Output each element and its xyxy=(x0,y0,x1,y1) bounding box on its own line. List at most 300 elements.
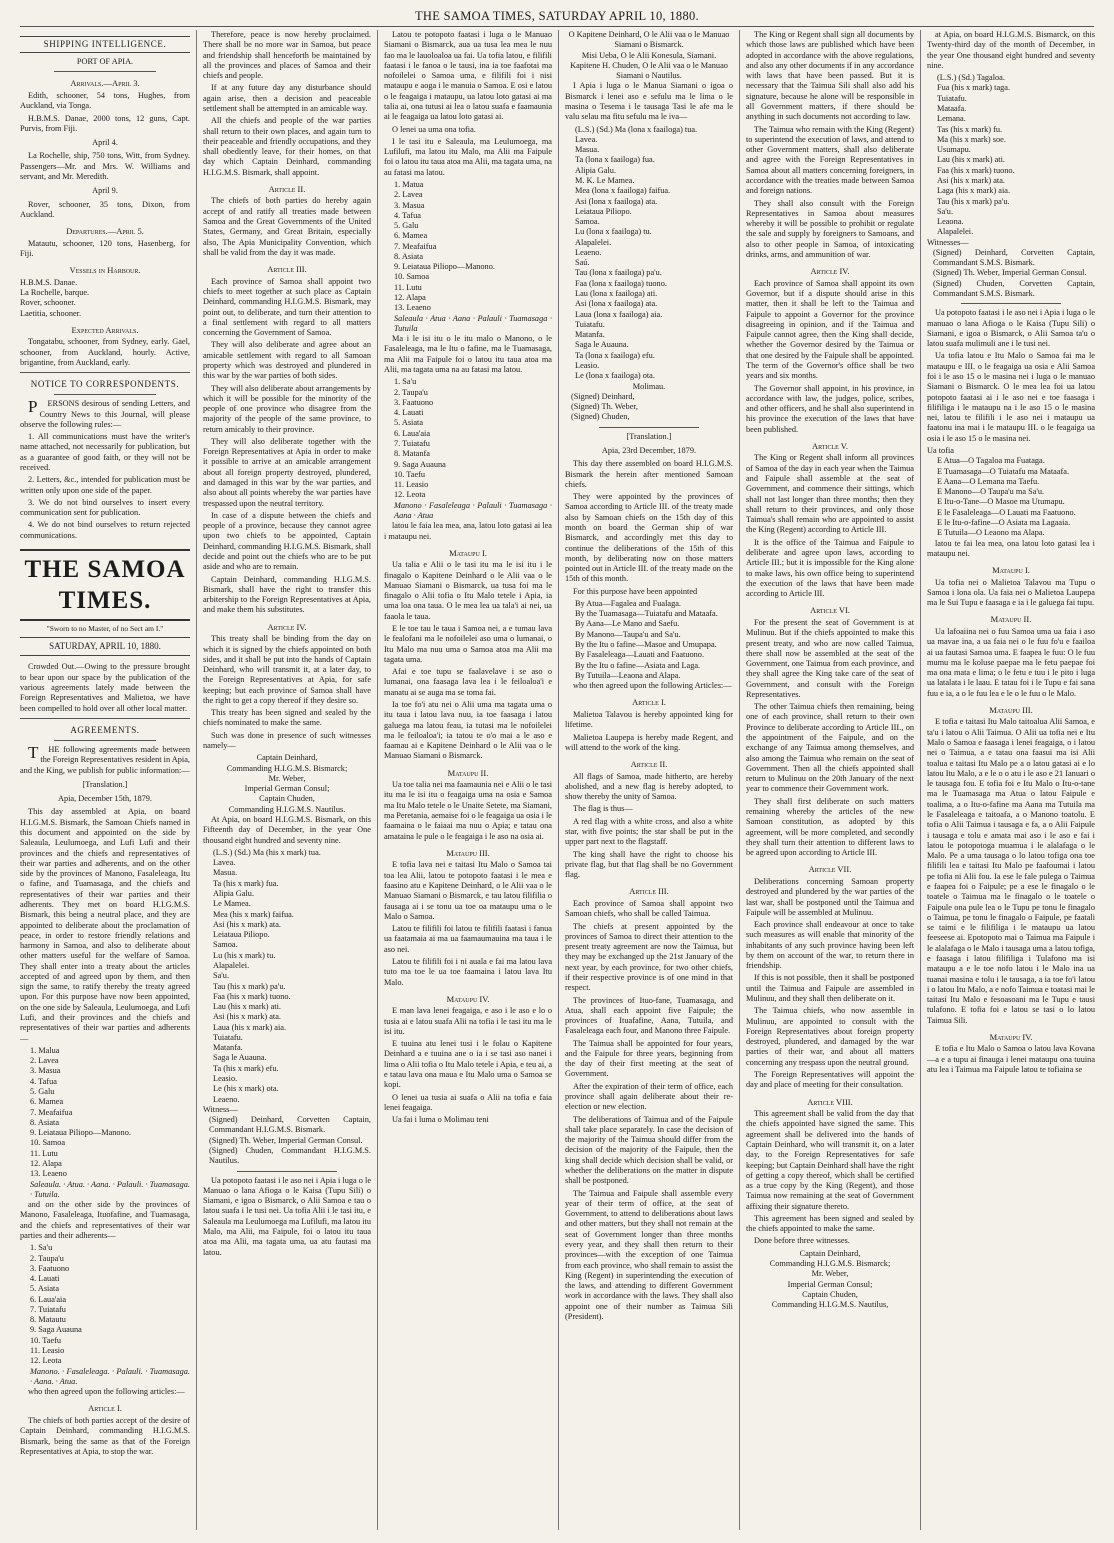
list-item: Alapalelei. xyxy=(213,960,250,970)
list-provinces: Manono · Fasaleleaga · Palauli · Tuamasaga · Aana · Atua xyxy=(394,500,552,520)
list-item: 1. Malua xyxy=(30,1045,60,1055)
list-item: Alipia Galu. xyxy=(213,888,255,898)
list-provinces: Saleaula · Atua · Aana · Palauli · Tuamasaga · Tutuila xyxy=(394,313,552,333)
article-body: who then agreed upon the following Articles:— xyxy=(573,681,732,691)
list-item: By the Itu o fafine—Asiata and Laga. xyxy=(575,660,701,670)
article-body: E le toe tau le taua i Samoa nei, a e tumau lava le fealofani ma le nofoilelei aso uma o lumanai, o Itu Malo ma nuu uma o Samoa atoa ma Alii ma tagata uma. xyxy=(384,624,552,664)
article-body: All the chiefs and people of the war parties shall return to their own places, and again turn to their peaceable and friendly occupations, and they shall obediently leave, for their homes, on that day which Captain Deinhard, commanding H.I.G.M.S. Bismark, shall appoint. xyxy=(203,116,371,177)
harbour-item: Laetitia, schooner. xyxy=(20,308,82,318)
shipping-heading: SHIPPING INTELLIGENCE. xyxy=(20,36,190,53)
departure-item: Matautu, schooner, 120 tons, Hasenberg, for Fiji. xyxy=(20,238,190,258)
article-heading: Article IV. xyxy=(810,266,850,277)
list-item: Faa (his x mark) tuono. xyxy=(937,165,1015,175)
article-body: E tofia e taitasi Itu Malo taitoalua Alii Samoa, e ta'u i latou o Alii Taimua. O Alii ua tofia nei e Itu Malo o Samoa e faasaga i lenei feagaiga, o i latou nei o Taimua, a e tatau ona faasui ma isi Alii toalua e taitasi Itu Malo pe a o latou gatasi ai e lo latou Itu Malo, a e le o o atu i le aso e 21 Ianuari o le tausaga fou. E tofia foi e Itu Malo o Itu-o-tane ma le Tuamasaga ma Atua o latou Faipule e toalima, a o Itu-o-fafine ma Aana ma Tutuila ma le Fasaleleaga e taitoafa, a o Manono toatolu. E tofia o Alii Taimua i tausaga e fa, a o Alii Faipule i tausaga e tolu e amata mai aso i le aso e fai i latou le potopotoga muamua i le alalafaga o le Malo. Pe a uma tausaga o lo latou tofiga ona toe filifili lea e taitasi Itu Malo pe faafoumai i latou pe tofia ni Alii fou. Ia ese le fale pulega o Taimua e faapea foi o Faipule; pe a ese le finagalo o le toatele o Taimua ma le finagalo o le toatele o Faipule ona pule lea o le Tupu pe tonu le finagalo o Taimua, pe tonu le finagalo o Faipule, pe faatali se taimi e le filifiliga i le mataupu ua latou feeseese ai. Epotopoto mai o Taimua ma Faipule i le alalafaga o le Malo i tausaga uma a latou tofiga, e faasaga i latou filifiliga i Tulafono ma isi mataupu a e le toe nofo latou i le Malo ina ua tuanai masina e tolu i le tausaga, a ia toe fo'i latou i o latou Itu Malo, a e nofo Taimua e toatasi mai le taitasi Itu Malo e fesoasoani ma le Tupu e tausi tulafono. E tofia foi e latou se tasi o lo latou Taimua Sili. xyxy=(927,717,1095,1025)
article-body: All flags of Samoa, made hitherto, are hereby abolished, and a new flag is hereby adopted, to show thereby the unity of Samoa. xyxy=(565,771,733,802)
translation-label: [Translation.] xyxy=(626,431,672,441)
chief-list xyxy=(20,1243,190,1387)
list-item: 10. Samoa xyxy=(30,1138,66,1148)
article-body: O lenei ua uma ona tofia. xyxy=(392,124,476,134)
list-item: E Tuamasaga—O Tuiatafu ma Mataafa. xyxy=(937,466,1070,476)
list-item: 10. Taefu xyxy=(30,1335,62,1345)
list-item: 5. Asiata xyxy=(394,418,424,428)
notice-rule: 3. We do not bind ourselves to insert every communication sent for publication. xyxy=(20,497,190,518)
list-item: Tuiatafu. xyxy=(213,1032,243,1042)
list-item: Saú. xyxy=(575,258,590,268)
article-body: It is the office of the Taimua and Faipule to deliberate and agree upon laws, according to Article III.; but it is impossible for the King alone to make laws, his own office being to superintend the execution of the laws that have been made according to Article III. xyxy=(746,537,914,599)
signature-title: Commanding H.I.G.M.S. Nautilus. xyxy=(228,804,346,814)
list-item: 12. Alapa xyxy=(30,1158,62,1168)
harbour-item: La Rochelle, barque. xyxy=(20,287,90,297)
article-body: Ua toe talia nei ma faamaunia nei e Alii o le tasi itu ma le isi itu o feagaiga uma na osia e Samoa ma Itu Malo tetele o le Unaite Setete, ma Siamani, ma Peretania, aemaise foi o le feagaiga ua osia i le faamaina o le faiaai ma nuu o Apia; e tatau ona amataina le pule o le feagaiga i le aso na osia ai. xyxy=(384,780,552,841)
appointed-list xyxy=(927,456,1095,538)
signature: Misi Ueba, O le Alii Konesula, Siamani. xyxy=(581,50,717,60)
list-item: 3. Faatuono xyxy=(30,1263,70,1273)
chief-list xyxy=(20,1046,190,1200)
list-item: (L.S.) (Sd.) Ma (lona x faailoga) tua. xyxy=(575,124,698,134)
list-item: By Atua—Fagalea and Fualaga. xyxy=(575,598,681,608)
list-item: Saga le Auauna. xyxy=(213,1053,267,1063)
list-item: Tau (his x mark) pa'u. xyxy=(213,981,286,991)
chief-list xyxy=(384,180,552,334)
signature: (Signed) Deinhard, xyxy=(571,391,635,401)
list-item: Ta (his x mark) fua. xyxy=(213,878,279,888)
list-provinces: Saleaula. · Atua. · Aana. · Palauli. · Tuamasaga. · Tutuila. xyxy=(30,1179,190,1199)
arrival-item: Edith, schooner, 54 tons, Hughes, from Auckland, via Tonga. xyxy=(20,90,190,111)
article-body: Ua tofia latou e Itu Malo o Samoa fai ma le mataupu e III. o le feagaiga ua osia e Alii Samoa foi i le aso 15 o le masina nei i luga o le manuao Siamani o Bismarck. O le mea lea foi ua latou potopoto faatasi ai i le aso nei e toe faasaga i filifiliga i le mataupu na i le aso 15 o le masina nei, latou te filifili i le aso nei i mataupu ua faatonu ina mai i le mataupu III. o le feagaiga ua osia i le aso 15 o le masina nei. xyxy=(927,351,1095,443)
article-body: The flag is thus— xyxy=(573,804,633,814)
list-item: Asi (his x mark) ata. xyxy=(213,919,281,929)
list-item: E le Itu-o-fafine—O Asiata ma Lagaaia. xyxy=(937,517,1071,527)
list-item: Ma (his x mark) soe. xyxy=(937,134,1006,144)
witness-label: Witness— xyxy=(203,1104,238,1114)
article-body: The Taimua who remain with the King (Regent) to superintend the execution of laws, and attend to other Government matters, shall also deliberate and agree with the Foreign Representatives in Samoa about all matters concerning foreigners, in accordance with the treaties made between Samoa and foreign nations. xyxy=(746,124,914,196)
article-body: Each province of Samoa shall appoint its own Governor, but if a dispute should arise in this matter, then it shall be left to the Taimua and Faipule to appoint a Governor for the province disagreeing in opinion, and if the Taimua and Faipule cannot agree, then the King shall decide, whether the Governor desired by the Taimua or that one desired by the Faipule shall be appointed. The term of the Governor's office shall be two years and six months. xyxy=(746,278,914,381)
list-item: Le (his x mark) ota. xyxy=(213,1084,279,1094)
article-heading: Article I. xyxy=(88,1403,122,1414)
list-item: Mea (his x mark) faifua. xyxy=(213,909,294,919)
article-body: They shall also consult with the Foreign Representatives in Samoa about measures whereby it will be possible to prohibit or regulate the sale and supply by foreigners to Samoans, and also to other people in Samoa, of intoxicating drinks, arms, and ammunition of war. xyxy=(746,198,914,259)
list-item: Asi (his x mark) ata. xyxy=(937,175,1005,185)
article-body: Malietoa Talavou is hereby appointed king for lifetime. xyxy=(565,709,733,730)
article-body: After the expiration of their term of office, each province shall again deliberate about their re-election or new election. xyxy=(565,1081,733,1112)
article-body: The chiefs of both parties accept of the desire of Captain Deinhard, commanding H.I.G.M.S. Bismark, being the same as that of the Foreign Representatives at Apia, to stop the war. xyxy=(20,1415,190,1456)
article-body: The Governor shall appoint, in his province, in accordance with law, the judges, police, scribes, and other officers, and he shall also superintend in his province the execution of the laws that have been published. xyxy=(746,383,914,434)
list-item: 7. Meafaifua xyxy=(30,1107,73,1117)
article-body: and on the other side by the provinces of Manono, Fasaleleaga, Ituofafine, and Tuamasaga, and the chiefs and representatives of their war parties and their adherents— xyxy=(20,1200,190,1240)
list-item: Ta (lona x faailoga) efu. xyxy=(575,350,655,360)
list-item: 2. Lavea xyxy=(30,1056,59,1066)
column-5 xyxy=(746,30,914,1530)
list-item: By Tutuila—Leaona and Alapa. xyxy=(575,670,681,680)
list-item: Leiataua Piliopo. xyxy=(213,930,270,940)
list-item: Tas (his x mark) fu. xyxy=(937,124,1003,134)
column-6 xyxy=(927,30,1095,1530)
list-item: Le (lona x faailoga) ota. xyxy=(575,371,655,381)
article-body: They were appointed by the provinces of Samoa according to Article III. of the treaty made also by Samoan chiefs on the 15th day of this month on board the German ship of war Bismarck, and accordingly met this day to continue the deliberations of the 15th of this month, by deliberating now on those matters pointed out in Article III. of the treaty made on the 15th of this month. xyxy=(565,492,733,584)
arrival-item: La Rochelle, ship, 750 tons, Witt, from Sydney. Passengers—Mr. and Mrs. W. Williams and servant, and Mr. Meredith. xyxy=(20,151,190,181)
article-body: Ma i le isi itu o le itu malo o Manono, o le Fasaleleaga, ma le Itu o fafine, ma le Tuamasaga, ma Alii ma Faipule foi o latou itu taua atoa ma Alii, ma tagata uma na au fatasi ma latou. xyxy=(384,334,552,374)
signature: O Kapitene Deinhard, O le Alii vaa o le Manuao Siamani o Bismarck. xyxy=(568,30,730,50)
article-body: The Taimua and Faipule shall assemble every year of their term of office, at the seat of Government, to attend to deliberations about laws and other matters, but they shall not remain at the seat of Government longer than three months every year, and they shall then return to their provinces—with the exception of one Taimua from each province, who shall remain to assist the King (Regent) in superintending the execution of the laws, and attending to different Government work in accordance with the laws. They shall also appoint one of their number as Taimua Sili (President). xyxy=(565,1188,733,1321)
article-body: Ia toe fo'i atu nei o Alii uma ma tagata uma o itu taua i latou lava nuu, ia toe faasaga i latou galuega ma latou feau, ia tutasi ma le nofoilelei ma le feiloaloa'i; ia tatou te o'o mai a le aso e faamau ai e Kapitene Deinhard o le Alii vaa o le Manuao Siamani o Bismarck. xyxy=(384,699,552,761)
signature-title: Commanding H.I.G.M.S. Bismarck; xyxy=(769,1259,891,1269)
chief-list xyxy=(384,377,552,521)
signature: Captain Chuden, xyxy=(802,1289,858,1299)
list-item: Sa'u. xyxy=(937,206,954,216)
article-body: The Taimua chiefs, who now assemble in Mulinuu, are appointed to consult with the Foreign Representatives about foreign property destroyed, plundered, and damaged by the war parties of their war, and about all matters concerning any trespass upon the neutral ground. xyxy=(746,1006,914,1067)
column-rule xyxy=(196,30,197,1530)
article-body: In case of a dispute between the chiefs and people of a province, because they cannot agree upon two chiefs to be appointed, Captain Deinhard, commanding H.I.G.M.S. Bismark, shall decide and point out the chiefs who are to be put aside and who are to remain. xyxy=(203,510,371,572)
article-heading: Mataupu II. xyxy=(990,614,1032,625)
list-item: 2. Taupa'u xyxy=(394,387,428,397)
article-body: The other Taimua chiefs then remaining, being one of each province, shall return to their own Province to deliberate according to Article III., on the appointment of the Faipule, and on the exchange of any Taimua among themselves, and also among the Taimua who remain on the seat of Government. Then all the chiefs appointed shall return to Mulinuu on the 20th January of the next year to commence their Government work. xyxy=(746,702,914,794)
article-body: Each province shall endeavour at once to take such measures as will enable that minority of the inhabitants of any such province having been left by them on account of the war, to return there in friendship. xyxy=(746,920,914,971)
list-item: 6. Mamea xyxy=(394,231,428,241)
list-item: Samoa. xyxy=(575,217,600,227)
article-body: The Taimua shall be appointed for four years, and the Faipule for three years, beginning from the day of their first meeting at the seat of Government. xyxy=(565,1038,733,1079)
list-item: 8. Matautu xyxy=(30,1315,66,1325)
article-body: Afai e toe tupu se faalavelave i se aso o lumanai, ona faasaga lava lea i le feiloaloa'i e manatu ai se auga ma se toma fai. xyxy=(384,667,552,697)
article-body: I Apia i luga o le Manua Siamani o igoa o Bismarck i lenei aso e sefulu ma le lima o le masina o Tesema i le tausaga Tasi le afe ma le valu selau ma fitu sefulu ma le iva— xyxy=(565,81,733,122)
article-body: This treaty shall be binding from the day on which it is signed by the chiefs appointed on both sides, and it shall be put into the hands of Captain Deinhard, who will transmit it, at a later day, to the Foreign Representatives at Apia, for safe keeping; but each province of Samoa shall have the right to get a copy thereof if they desire so. xyxy=(203,634,371,705)
list-item: 5. Galu xyxy=(394,221,419,231)
list-item: 11. Lutu xyxy=(394,282,422,292)
article-body: E tofia lava nei e taitasi Itu Malo o Samoa tai toa lea Alii, latou te potopoto faatasi i le mea e faasino atu e Kapitene Deinhard, o le Alii vaa o le Manuao Siamani o Bismarck, e tau latou filifilia o fausaga ai i se tonu ua toe oa mataupu uma o le Malo o Samoa. xyxy=(384,860,552,921)
list-item: Lu (lona x faailoga) tu. xyxy=(575,227,652,237)
article-body: Deliberations concerning Samoan property destroyed and plundered by the war parties of the last war, shall be postponed until the Taimua and Faipule will be assembled at Mulinuu. xyxy=(746,876,914,917)
arrival-item: Rover, schooner, 35 tons, Dixon, from Auckland. xyxy=(20,199,190,219)
list-item: Ta (his x mark) efu. xyxy=(213,1063,279,1073)
article-heading: Article VII. xyxy=(808,864,852,875)
list-item: Fua (his x mark) taga. xyxy=(937,83,1011,93)
signature: (Signed) Chuden, xyxy=(571,412,630,422)
list-item: Lavea. xyxy=(213,858,236,868)
list-item: 13. Leaeno xyxy=(30,1169,67,1179)
article-heading: Article IV. xyxy=(267,621,307,632)
article-body: latou le faia lea mea, ana, latou loto gatasi ai lea i mataupu nei. xyxy=(384,521,552,541)
list-item: 2. Taupa'u xyxy=(30,1253,64,1263)
article-body: Malietoa Laupepa is hereby made Regent, and will attend to the work of the king. xyxy=(565,732,733,752)
article-body: The chiefs of both parties do hereby again accept of and ratify all treaties made between Samoa and the Great Governments of the United States, Germany, and Great Britain, especially also, The Apia Municipality Convention, which shall be valid from the day it was made. xyxy=(203,196,371,257)
list-item: E Tutuila—O Leaono ma Alapa. xyxy=(937,528,1045,538)
list-item: Lau (his x mark) ati. xyxy=(213,1002,281,1012)
port-heading: PORT OF APIA. xyxy=(76,57,134,67)
list-item: Usumapu. xyxy=(937,145,971,155)
list-item: Faa (his x mark) tuono. xyxy=(213,991,291,1001)
signature-title: Imperial German Consul; xyxy=(244,784,330,794)
notice-intro: PERSONS desirous of sending Letters, and Country News to this Journal, will please observe the following rules:— xyxy=(20,397,190,429)
list-item: Lemana. xyxy=(937,114,966,124)
column-rule xyxy=(739,30,740,1530)
signature: Captain Chuden, xyxy=(259,794,315,804)
list-item: 7. Meafaifua xyxy=(394,241,437,251)
list-item: 11. Lutu xyxy=(30,1148,58,1158)
list-item: Leasio. xyxy=(213,1074,238,1084)
list-item: Samoa. xyxy=(213,940,238,950)
article-heading: Article V. xyxy=(812,440,848,451)
notice-rule: 4. We do not bind ourselves to return rejected communications. xyxy=(20,520,190,540)
list-item: 2. Lavea xyxy=(394,190,423,200)
list-item: 7. Tuiatafu xyxy=(394,438,430,448)
list-item: Masua. xyxy=(213,868,238,878)
list-item: Tuiatafu. xyxy=(575,319,605,329)
list-item: Lau (lona x faailoga) ati. xyxy=(575,289,658,299)
list-item: 3. Faatuono xyxy=(394,397,434,407)
motto: "Sworn to no Master, of no Sect am I." xyxy=(46,624,164,633)
list-item: 7. Tuiatafu xyxy=(30,1304,66,1314)
list-item: Leaona. xyxy=(937,217,964,227)
signature: (Signed) Chuden, Corvetten Captain, Commandant S.M.S. Bismark. xyxy=(933,278,1095,299)
list-item: Alipia Galu. xyxy=(575,165,617,175)
article-body: Latou te filifili foi latou te filifili faatasi i fanua ua faatamaia ai ma ua faamaumauina ma taua i le aso nei. xyxy=(384,924,552,954)
column-4 xyxy=(565,30,733,1530)
list-item: 1. Matua xyxy=(394,179,424,189)
signature: (Signed) Deinhard, Corvetten Captain, Commandant H.I.G.M.S. Bismark. xyxy=(209,1115,371,1135)
article-body: Ua fai i luma o Molimau teni xyxy=(392,1115,489,1125)
article-body: They shall first deliberate on such matters remaining whereby the articles of the new Samoan constitution, as adopted by this agreement, will be more completed, and secondly they shall turn their attention to different laws to be agreed upon according to Article III. xyxy=(746,796,914,858)
list-item: 4. Lauati xyxy=(30,1274,60,1284)
article-heading: Mataupu I. xyxy=(992,565,1030,576)
list-item: By Aana—Le Mano and Saefu. xyxy=(575,619,680,629)
list-item: E Atua—O Tagaloa ma Fuataga. xyxy=(937,456,1045,466)
list-item: Le Mamea. xyxy=(213,899,251,909)
article-heading: Article III. xyxy=(267,264,307,275)
list-item: Mea (lona x faailoga) faifua. xyxy=(575,186,671,196)
article-body: Such was done in presence of such witnesses namely— xyxy=(203,730,371,751)
list-item: 6. Laua'aia xyxy=(394,428,431,438)
list-item: Tau (lona x faailoga) pa'u. xyxy=(575,268,662,278)
article-body: The provinces of Ituo-fane, Tuamasaga, and Atua, shall each appoint five Faipule; the provinces of Ituafafine, Aana, Tutuila, and Fasaleleaga each four, and Manono three Faipule. xyxy=(565,995,733,1036)
article-body: The deliberations of Taimua and of the Faipule shall take place separately. In case the decision of the majority of the Taimua should differ from the decision of the majority of the Faipule, then the king shall decide which decision shall be valid, or whether the deliberations on the matter in dispute shall be postponed. xyxy=(565,1114,733,1186)
article-body: The king shall have the right to choose his private flag, but that flag shall be no Government flag. xyxy=(565,849,733,880)
article-body: They will also deliberate and agree about an amicable settlement with regard to all Samoan property which was destroyed and plundered in this war by the war parties of both sides. xyxy=(203,340,371,381)
list-item: 6. Mamea xyxy=(30,1097,64,1107)
list-item: (L.S.) (Sd.) Tagaloa. xyxy=(937,73,1005,83)
signature-title: Imperial German Consul; xyxy=(787,1279,873,1289)
list-item: Ta (lona x faailoga) fua. xyxy=(575,155,655,165)
list-item: E Aana—O Lemana ma Taefu. xyxy=(937,476,1040,486)
column-rule xyxy=(377,30,378,1530)
list-item: Lavea. xyxy=(575,134,598,144)
article-body: Ua talia e Alii o le tasi itu ma le isi itu i le finagalo o Kapitene Deinhard o le Alii vaa o le Manuao Siamani o Bismarck, ua tusa foi ma le finagalo o Alii tofia o Itu Malo tetele i Apia, ia uma loa ona taua. O le mea lea ua tala'i ai nei, ua faaola le taua. xyxy=(384,560,552,621)
list-item: 9. Saga Auauna xyxy=(394,459,446,469)
article-body: At Apia, on board H.I.G.M.S. Bismark, on this Fifteenth day of December, in the year One thousand eight hundred and seventy nine. xyxy=(203,815,371,845)
article-body: If this is not possible, then it shall be postponed until the Taimua and Faipule are assembled in Mulinuu, and they shall then deliberate on it. xyxy=(746,973,914,1004)
arrival-date: April 9. xyxy=(92,186,118,196)
signature: (Signed) Th. Weber, xyxy=(571,402,638,412)
article-body: The King or Regent shall inform all provinces of Samoa of the day in each year when the Taimua and Faipule shall assemble at the seat of Government, and commence their sittings, which shall not last longer than three months; then they shall return to their provinces, and only those Taimua's shall remain who are appointed to assist the King (Regent) according to Article III. xyxy=(746,453,914,535)
list-item: 12. Alapa xyxy=(394,293,426,303)
article-body: This treaty has been signed and sealed by the chiefs nominated to make the same. xyxy=(203,708,371,728)
article-heading: Mataupu I. xyxy=(449,547,487,558)
list-item: Leaeno. xyxy=(213,1094,240,1104)
article-body: who then agreed upon the following articles:— xyxy=(28,1387,185,1397)
dateline: Apia, 23rd December, 1879. xyxy=(601,445,697,455)
signature: Captain Deinhard, xyxy=(256,753,318,763)
arrival-date: April 4. xyxy=(92,138,118,148)
article-heading: Article VIII. xyxy=(807,1096,853,1107)
list-item: Lau (his x mark) ati. xyxy=(937,155,1005,165)
article-body: This day there assembled on board H.I.G.M.S. Bismark the herein after mentioned Samoan chiefs. xyxy=(565,459,733,489)
signature: (Signed) Chuden, Commandant H.I.G.M.S. Nautilus. xyxy=(209,1146,371,1166)
article-body: The King or Regent shall sign all documents by which those laws are published which have been adopted in accordance with the above regulations, and also any other documents if in any accordance with laws that have been passed. But it is necessary that the Taimua Sili shall also add his signature, because he alone will be responsible in all Government matters, if there should be anything in such documents not according to law. xyxy=(746,30,914,122)
list-item: 3. Masua xyxy=(394,200,425,210)
arrivals-heading: Arrivals.—April 3. xyxy=(70,78,140,89)
notice-heading: NOTICE TO CORRESPONDENTS. xyxy=(30,379,180,390)
list-item: Leiataua Piliopo. xyxy=(575,206,632,216)
article-body: A red flag with a white cross, and also a white star, with five points; the star shall be put in the upper part next to the flagstaff. xyxy=(565,816,733,847)
article-heading: Mataupu II. xyxy=(447,767,489,778)
list-item: 10. Samoa xyxy=(394,272,430,282)
list-item: 12. Leota xyxy=(394,490,426,500)
signature: Mr. Weber, xyxy=(811,1269,849,1279)
list-item: Saga le Auauna. xyxy=(575,340,629,350)
article-body: Each province of Samoa shall appoint two chiefs to meet together at such place as Captain Deinhard, commanding H.I.G.M.S. Bismark, may point out, to deliberate, and turn their attention to a final settlement with regard to all matters concerning the Government of Samoa. xyxy=(203,276,371,338)
article-body: Ua potopoto faatasi i le aso nei i Apia i luga o le Manuao o lana Afioga o le Kaisa (Tupu Sili) o Siamani, e igoa o Bismarck, o Alii Samoa e tau o latou suafa i le tusi nei. Ua tofia Alii i le tasi itu, e Saleaula ma Leulumoega ma Lufilufi, ma latou itu Malo, ma Alii, ma Faipule, foi o latou itu taua atoa ma Alii, ma tagata uma, ua atu fautasi ma latou. xyxy=(203,1175,371,1257)
article-body: Therefore, peace is now hereby proclaimed. There shall be no more war in Samoa, but peace and friendship shall henceforth be maintained by all the provinces and places of Samoa and their chiefs and people. xyxy=(203,30,371,81)
article-body: This agreement has been signed and sealed by the chiefs appointed to make the same. xyxy=(746,1213,914,1234)
list-item: Leaeno. xyxy=(575,247,602,257)
agreements-heading: AGREEMENTS. xyxy=(70,724,140,735)
column-rule xyxy=(920,30,921,1530)
witness-label: Molimau. xyxy=(632,381,666,391)
list-item: 8. Asiata xyxy=(30,1117,60,1127)
list-item: Faa (lona x faailoga) tuono. xyxy=(575,278,667,288)
notice-rule: 2. Letters, &c., intended for publication must be written only upon one side of the paper. xyxy=(20,475,190,495)
list-item: 9. Leiataua Piliopo—Manono. xyxy=(394,262,495,272)
list-item: Alapalelei. xyxy=(937,227,974,237)
list-item: Mataafa. xyxy=(937,103,967,113)
list-item: By the Tuamasaga—Tuiatafu and Mataafa. xyxy=(575,609,718,619)
article-body: For this purpose have been appointed xyxy=(573,586,698,596)
article-heading: Mataupu III. xyxy=(446,847,490,858)
signature-title: Commanding H.I.G.M.S. Nautilus, xyxy=(771,1300,889,1310)
article-body: For the present the seat of Government is at Mulinuu. But if the chiefs appointed to make this present treaty, and who are now called Taimua, there shall now be assembled at the seat of the Government, one Taimua from each province, and they shall agree the King take care of the seat of Government, and consult with the Foreign Representatives. xyxy=(746,617,914,699)
dateline: Apia, December 15th, 1879. xyxy=(57,794,152,804)
signature: (Signed) Th. Weber, Imperial German Consul. xyxy=(933,268,1087,278)
list-item: M. K. Le Mamea. xyxy=(575,175,635,185)
article-body: E man lava lenei feagaiga, e aso i le aso e lo o tusia ai e latou suafa Alii na tofia i le tasi itu ma le isi itu. xyxy=(384,1006,552,1036)
article-heading: Article VI. xyxy=(810,605,850,616)
article-body: Captain Deinhard, commanding H.I.G.M.S. Bismark, shall have the right to transfer this arbitership to the Foreign Representatives at Apia, and make them his substitutes. xyxy=(203,574,371,615)
article-heading: Article II. xyxy=(630,759,668,770)
column-1 xyxy=(20,30,190,1530)
mark-list xyxy=(927,73,1095,238)
list-item: 11. Leasio xyxy=(30,1346,65,1356)
notice-rule: 1. All communications must have the writer's name attached, not necessarily for publication, but as a guarantee of good faith, or they will not be received. xyxy=(20,432,190,473)
article-body: E tuuina atu lenei tusi i le folau o Kapitene Deinhard a e tuuina ane o ia i se tasi aso nanei i lima o Alii tofia o Itu Malo tetele i Apia, e teu ai, a e tatau lava ona maua e Itu Malo uma o Samoa se kopi. xyxy=(384,1039,552,1090)
list-item: 11. Leasio xyxy=(394,480,429,490)
list-item: 8. Asiata xyxy=(394,251,424,261)
list-item: 5. Galu xyxy=(30,1087,55,1097)
list-item: 1. Sa'u xyxy=(394,377,417,387)
list-item: Lu (his x mark) tu. xyxy=(213,950,276,960)
article-body: I le tasi itu e Saleaula, ma Leulumoega, ma Lufilufi, ma latou itu Malo, ma Alii ma Faipule foi o latou itu taua atoa ma Alii, ma tagata uma, na au fatasi ma latou. xyxy=(384,136,552,177)
translation-label: [Translation.] xyxy=(82,779,128,789)
list-item: 12. Leota xyxy=(30,1356,62,1366)
issue-date: SATURDAY, APRIL 10, 1880. xyxy=(20,637,190,656)
signature: (Signed) Deinhard, Corvetten Captain, Commandant S.M.S. Bismark. xyxy=(933,247,1095,268)
article-body: E tofia e Itu Malo o Samoa o latou lava Kovana—a e a tupu ai finauga i lenei mataupu ona tuuina atu lea i Taimua ma Faipule latou te tofiaina se xyxy=(927,1044,1095,1074)
article-body: Latou te filifili foi i ni auala e fai ma latou lava tuto ma toe le ua toe faamaina i latou lava Itu Malo. xyxy=(384,956,552,987)
list-item: Sa'u. xyxy=(213,971,230,981)
list-item: Masua. xyxy=(575,145,600,155)
article-body: Ua lafoaiina nei o fuu Samoa uma ua faia i aso ua mavae ina, a ua faia nei o le fuu fo'u e faailoa ai ua fautasi Samoa uma. E faapea le fuu: O le fuu mumu ma le koluse paepae ma le fetu paepae foi ma ona mata e lima; o le fetu e tuu i le pito i luga ua latalata i le laau. E tatau foi i le Tupu e fai sana fuu e ia, a o le fuu lea e le o le fuu o le Malo. xyxy=(927,626,1095,698)
article-body: O lenei ua tusia ai suafa o Alii na tofia e faia lenei feagaiga. xyxy=(384,1092,552,1112)
list-item: E le Fasaleleaga—O Lauati ma Faatuono. xyxy=(937,507,1076,517)
list-item: 4. Tafua xyxy=(394,210,421,220)
list-item: 4. Lauati xyxy=(394,408,424,418)
list-item: Matanfa. xyxy=(575,330,605,340)
mark-list xyxy=(203,848,371,1105)
crowded-out-notice: Crowded Out.—Owing to the pressure brought to bear upon our space by the publication of the various agreements lately made between the Foreign Representatives and Malietoa, we have been compelled to hold over all other local matter. xyxy=(20,662,190,713)
column-3 xyxy=(384,30,552,1530)
list-item: 10. Taefu xyxy=(394,469,426,479)
article-body: They will also deliberate together with the Foreign Representatives at Apia in order to make it possible to arrive at an amicable arrangement about all foreign property destroyed, plundered, and damaged in this war by the war parties, and also about all points whereby the war parties have trespassed upon the neutral territory. xyxy=(203,436,371,508)
agreements-intro: THE following agreements made between the Foreign Representatives resident in Apia, and the King, we publish for public information:— xyxy=(20,743,190,775)
list-item: 9. Leiataua Piliopo—Manono. xyxy=(30,1128,131,1138)
list-item: By Fasaleleaga—Lauati and Faatuono. xyxy=(575,650,705,660)
page-header: THE SAMOA TIMES, SATURDAY APRIL 10, 1880. xyxy=(20,6,1094,27)
signature: Kapitene H. Chuden, O le Alii vaa o le Manuao Siamani o Nautilus. xyxy=(570,60,728,81)
list-item: (L.S.) (Sd.) Ma (his x mark) tua. xyxy=(213,847,321,857)
list-item: 13. Leaeno xyxy=(394,303,431,313)
newspaper-banner: THE SAMOA TIMES. xyxy=(20,549,190,621)
article-body: The Foreign Representatives will appoint the day and place of meeting for their consultation. xyxy=(746,1070,914,1090)
list-item: E Manono—O Taupa'u ma Sa'u. xyxy=(937,487,1045,497)
column-2 xyxy=(203,30,371,1530)
article-body: The chiefs at present appointed by the provinces of Samoa to direct their attention to the present treaty agreement are now the Taimua, but they may be exchanged up the 21st January of the next year, by each province, for two other chiefs, if their respective province is of one mind in that respect. xyxy=(565,921,733,993)
article-heading: Article I. xyxy=(632,697,666,708)
expected-item: Tongatabu, schooner, from Sydney, early. Gael, schooner, from Auckland, hourly. Active, brigantine, from Auckland, early. xyxy=(20,337,190,367)
list-item: Laua (his x mark) aia. xyxy=(213,1022,287,1032)
list-item: 4. Tafua xyxy=(30,1076,57,1086)
article-body: Each province of Samoa shall appoint two Samoan chiefs, who shall be called Taimua. xyxy=(565,898,733,919)
appointed-list xyxy=(565,599,733,681)
list-item: Matanfa. xyxy=(213,1043,243,1053)
harbour-item: Rover, schooner. xyxy=(20,298,76,308)
article-body: Ua tofia nei o Malietoa Talavou ma Tupu o Samoa i lona ola. Ua faia nei o Malietoa Laupepa ma le Sui Tupu e faasaga e ia i le galuega fai tupu. xyxy=(927,577,1095,608)
signature: (Signed) Th. Weber, Imperial German Consul. xyxy=(209,1135,363,1145)
article-heading: Mataupu IV. xyxy=(989,1031,1033,1042)
list-item: Alapalelei. xyxy=(575,237,612,247)
column-rule xyxy=(558,30,559,1530)
departures-heading: Departures.—April 5. xyxy=(66,226,144,237)
list-item: By Manono—Taupa'u and Sa'u. xyxy=(575,629,681,639)
article-body: Done before three witnesses. xyxy=(754,1236,850,1246)
list-item: Asi (lona x faailoga) ata. xyxy=(575,299,658,309)
article-body: They will also deliberate about arrangements by which it will be possible for the minority of the people of one province who disagree from the majority of the people of the same province, to return amicably to their province. xyxy=(203,383,371,434)
article-body: This agreement shall be valid from the day that the chiefs appointed have signed the same. This agreement shall be delivered into the hands of Captain Deinhard, who will transmit it, on a later day, to the Foreign Representatives for safe keeping; but Captain Deinhard shall have the right of getting a copy thereof, which shall be certified as a true copy by the King (Regent), and those Taimua now remaining at the seat of Government affixing their signature thereto. xyxy=(746,1109,914,1211)
list-item: Tuiatafu. xyxy=(937,93,967,103)
list-item: 9. Saga Auauna xyxy=(30,1325,82,1335)
list-item: Leasio. xyxy=(575,361,600,370)
list-item: By the Itu o fafine—Masoe and Umupapa. xyxy=(575,640,717,650)
list-item: Laga (his x mark) aia. xyxy=(937,186,1011,196)
article-heading: Mataupu III. xyxy=(989,704,1033,715)
article-body: If at any future day any disturbance should again arise, then a decision and peaceable settlement shall be attempted in an amicable way. xyxy=(203,83,371,113)
harbour-heading: Vessels in Harbour. xyxy=(69,265,141,276)
list-item: Laua (lona x faailoga) aia. xyxy=(575,309,663,319)
list-provinces: Manono. · Fasaleleaga. · Palauli. · Tuamasaga. · Aana. · Atua. xyxy=(30,1366,190,1386)
article-body: Ua potopoto faatasi i le aso nei i Apia i luga o le manuao o lana Afioga o le Kaisa (Tupu Sili) o Siamani, e igoa o Bismarck, o Alii Samoa ta'u o latou suafa mulimuli ane i le tusi nei. xyxy=(927,308,1095,349)
list-item: 3. Masua xyxy=(30,1066,61,1076)
article-heading: Mataupu IV. xyxy=(446,993,490,1004)
list-item: 8. Matanfa xyxy=(394,449,430,459)
list-item: E Itu-o-Tane—O Masoe ma Utumapu. xyxy=(937,497,1065,507)
list-item: 1. Sa'u xyxy=(30,1243,53,1253)
article-body: This day assembled at Apia, on board H.I.G.M.S. Bismark, the Samoan Chiefs named in this document and appointed on the side by Saleaula, Leulumoega, and Lufi Lufi and their provinces and the chiefs and representatives of their war parties and adherents, and on the other side by the provinces of Manono, Fasaleleaga, Itu o fafine, and Tuamasaga, and the chiefs and representatives of their war parties and their adherents. They met on board H.I.G.M.S. Bismark, this being a neutral place, and they are appointed to deliberate about the proclamation of peace, in order to restore friendly relations and harmony in Samoa, and also to deliberate about other matters useful for the welfare of Samoa. They shall enter into a treaty about the articles accepted of and agreed upon by them, and then sign the same, to ratify thereby the treaty agreed upon. For this purpose have now been appointed, on the one side by Saleaula, Leulumoega, and Lufi Lufi, and their provinces and the chiefs and representatives of their war parties and adherents— xyxy=(20,807,190,1043)
